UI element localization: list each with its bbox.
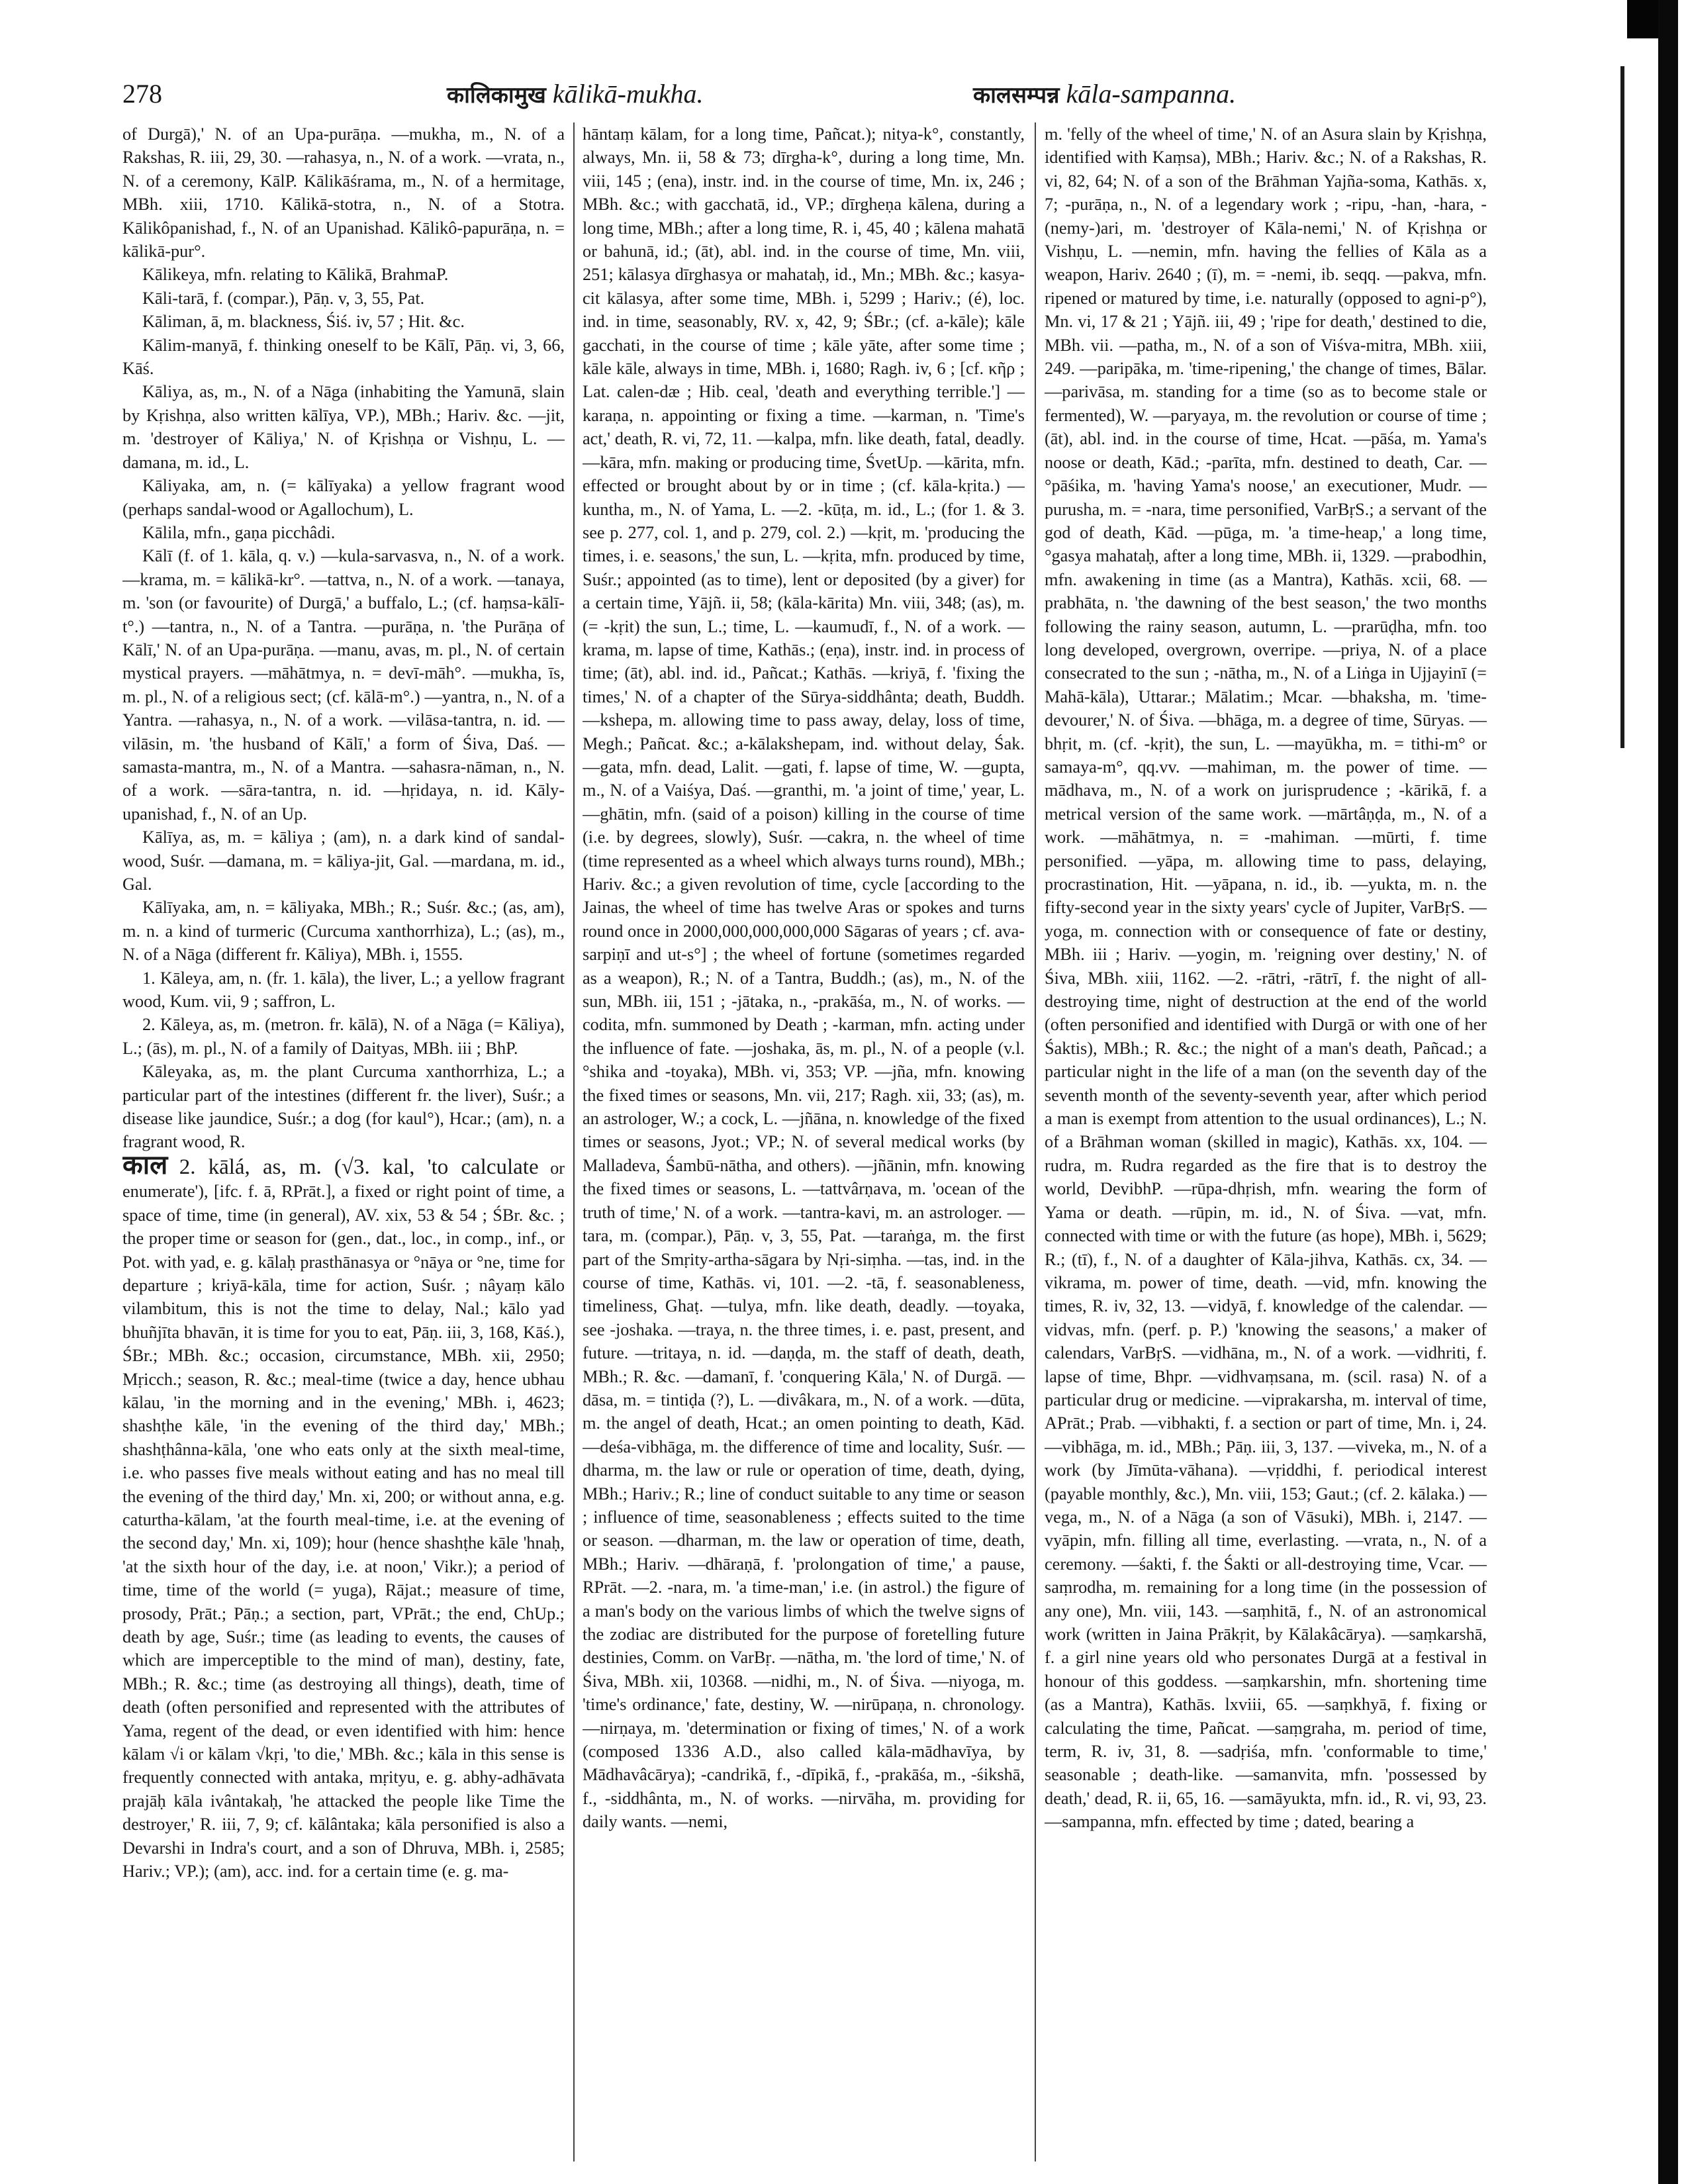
scan-edge-right (1658, 0, 1678, 2184)
dictionary-entry: Kālīyaka, am, n. = kāliyaka, MBh.; R.; Suśr. &c.; (as, am), m. n. a kind of turmeric (Curcuma xanthorrhiza), L.; (as), m., N. of a Nāga (different fr. Kāliya), MBh. i, 1555. (122, 898, 565, 965)
dictionary-entry: 1. Kāleya, am, n. (fr. 1. kāla), the liver, L.; a yellow fragrant wood, Kum. vii, 9 ; saffron, L. (122, 968, 565, 1012)
column-rule (573, 122, 575, 2161)
page-number: 278 (122, 79, 162, 109)
right-headword-devanagari: कालसम्पन्न (973, 82, 1060, 109)
left-headword-devanagari: कालिकामुख (447, 82, 546, 109)
entry-text: or enumerate'), [ifc. f. ā, RPrāt.], a fixed or right point of time, a space of time, time (in general), AV. xix, 53 & 54 ; ŚBr. &c. ; the proper time or season for (gen., dat., loc., in comp., inf., or Pot. with yad, e. g. kālaḥ prasthānasya or °nāya or °ne, time for departure ; kriyā-kāla, time for action, Suśr. ; nâyaṃ kālo vilambitum, this is not the time to delay, Nal.; kālo yad bhuñjīta bhavān, it is time for you to eat, Pāṇ. iii, 3, 168, Kāś.), ŚBr.; MBh. &c.; occasion, circumstance, MBh. xii, 2950; Mṛicch.; season, R. &c.; meal-time (twice a day, hence ubhau kālau, 'in the morning and in the evening,' MBh. i, 4623; shashṭhe kāle, 'in the evening of the third day,' MBh.; shashṭhânna-kāla, 'one who eats only at the sixth meal-time, i.e. who passes five meals without eating and has no meal till the evening of the third day,' Mn. xi, 200; or without anna, e.g. caturtha-kālam, 'at the fourth meal-time, i.e. at the evening of the second day,' Mn. xi, 109); hour (hence shashṭhe kāle 'hnaḥ, 'at the sixth hour of the day, i.e. at noon,' Vikr.); a period of time, time of the world (= yuga), Rājat.; measure of time, prosody, Prāt.; Pāṇ.; a section, part, VPrāt.; the end, ChUp.; death by age, Suśr.; time (as leading to events, the causes of which are imperceptible to the mind of man), destiny, fate, MBh.; R. &c.; time (as destroying all things), death, time of death (often personified and represented with the attributes of Yama, regent of the dead, or even identified with him: hence kālam √i or kālam √kṛi, 'to die,' MBh. &c.; kāla in this sense is frequently connected with antaka, mṛityu, e. g. abhy-adhāvata prajāḥ kāla ivântakaḥ, 'he attacked the people like Time the destroyer,' R. iii, 7, 9; cf. kālântaka; kāla personified is also a Devarshi in Indra's court, and a son of Dhruva, MBh. i, 2585; Hariv.; VP.); (am), acc. ind. for a certain time (e. g. ma- (122, 1158, 565, 1881)
entry-devanagari: काल (122, 1149, 168, 1180)
entry-continuation: of Durgā),' N. of an Upa-purāṇa. —mukha, m., N. of a Rakshas, R. iii, 29, 30. —rahasya, n., N. of a work. —vrata, n., N. of a ceremony, KālP. Kālikāśrama, m., N. of a hermitage, MBh. xiii, 1710. Kālikā-stotra, n., N. of a Stotra. Kālikôpanishad, f., N. of an Upanishad. Kālikô-papurāṇa, n. = kālikā-pur°. (122, 124, 565, 261)
entry-continuation: m. 'felly of the wheel of time,' N. of an Asura slain by Kṛishṇa, identified with Kaṃsa), MBh.; Hariv. &c.; N. of a Rakshas, R. vi, 82, 64; N. of a son of the Brāhman Yajña-soma, Kathās. x, 7; -purāṇa, n., N. of a legendary work ; -ripu, -han, -hara, -(nemy-)ari, m. 'destroyer of Kāla-nemi,' N. of Kṛishṇa or Vishṇu, L. —nemin, mfn. having the fellies of Kāla as a weapon, Hariv. 2640 ; (ī), m. = -nemi, ib. seqq. —pakva, mfn. ripened or matured by time, i.e. naturally (opposed to agni-p°), Mn. vi, 17 & 21 ; Yājñ. iii, 49 ; 'ripe for death,' destined to die, MBh. vii. —patha, m., N. of a son of Viśva-mitra, MBh. xiii, 249. —paripāka, m. 'time-ripening,' the change of times, Bālar. —parivāsa, m. standing for a time (so as to become stale or fermented), W. —paryaya, m. the revolution or course of time ; (āt), abl. ind. in the course of time, Hcat. —pāśa, m. Yama's noose or death, Kād.; -parīta, mfn. destined to death, Car. —°pāśika, m. 'having Yama's noose,' an executioner, Mudr. —purusha, m. = -nara, time personified, VarBṛS.; a servant of the god of death, Kād. —pūga, m. 'a time-heap,' a long time, °gasya mahataḥ, after a long time, MBh. ii, 1329. —prabodhin, mfn. awakening in time (as a Mantra), Kathās. xcii, 68. —prabhāta, n. 'the dawning of the best season,' the two months following the rainy season, autumn, L. —prarūḍha, mfn. too long developed, overgrown, overripe. —priya, N. of a place consecrated to the sun ; -nātha, m., N. of a Liṅga in Ujjayinī (= Mahā-kāla), Uttarar.; Mālatim.; Mcar. —bhaksha, m. 'time-devourer,' N. of Śiva. —bhāga, m. a degree of time, Sūryas. —bhṛit, m. (cf. -kṛit), the sun, L. —mayūkha, m. = tithi-m° or samaya-m°, qq.vv. —mahiman, m. the power of time. —mādhava, m., N. of a work on jurisprudence ; -kārikā, f. a metrical version of the same work. —mārtâṇḍa, m., N. of a work. —māhātmya, n. = -mahiman. —mūrti, f. time personified. —yāpa, m. allowing time to pass, delaying, procrastination, Hit. —yāpana, n. id., ib. —yukta, m. n. the fifty-second year in the sixty years' cycle of Jupiter, VarBṛS. —yoga, m. connection with or consequence of fate or destiny, MBh. iii ; Hariv. —yogin, m. 'reigning over destiny,' N. of Śiva, MBh. xiii, 1162. —2. -rātri, -rātrī, f. the night of all-destroying time, night of destruction at the end of the world (often personified and identified with Durgā or with one of her Śaktis), MBh.; R. &c.; the night of a man's death, Pañcad.; a particular night in the life of a man (on the seventh day of the seventh month of the seventy-seventh year, after which period a man is exempt from attention to the usual ordinances), L.; N. of a Brāhman woman (skilled in magic), Kathās. xx, 104. —rudra, m. Rudra regarded as the fire that is to destroy the world, DevibhP. —rūpa-dhṛish, mfn. wearing the form of Yama or death. —rūpin, m. id., N. of Śiva. —vat, mfn. connected with time or with the future (as hope), MBh. i, 5629; R.; (tī), f., N. of a daughter of Kāla-jihva, Kathās. cx, 34. —vikrama, m. power of time, death. —vid, mfn. knowing the times, R. iv, 32, 13. —vidyā, f. knowledge of the calendar. —vidvas, mfn. (perf. p. P.) 'knowing the seasons,' a maker of calendars, VarBṛS. —vidhāna, m., N. of a work. —vidhriti, f. lapse of time, Bhpr. —vidhvaṃsana, m. (scil. rasa) N. of a particular drug or medicine. —viprakarsha, m. interval of time, APrāt.; Prab. —vibhakti, f. a section or part of time, Mn. i, 24. —vibhāga, m. id., MBh.; Pāṇ. iii, 3, 137. —viveka, m., N. of a work (by Jīmūta-vāhana). —vṛiddhi, f. periodical interest (payable monthly, &c.), Mn. viii, 153; Gaut.; (cf. 2. kālaka.) —vega, m., N. of a Nāga (a son of Vāsuki), MBh. i, 2147. —vyāpin, mfn. filling all time, everlasting. —vrata, n., N. of a ceremony. —śakti, f. the Śakti or all-destroying time, Vcar. —saṃrodha, m. remaining for a long time (in the possession of any one), Mn. viii, 143. —saṃhitā, f., N. of an astronomical work (written in Jaina Prākṛit, by Kālakâcārya). —saṃkarshā, f. a girl nine years old who personates Durgā at a festival in honour of this goddess. —saṃkarshin, mfn. shortening time (as a Mantra), Kathās. lxviii, 65. —saṃkhyā, f. fixing or calculating the time, Pañcat. —saṃgraha, m. period of time, term, R. iv, 31, 8. —sadṛiśa, mfn. 'conformable to time,' seasonable ; death-like. —samanvita, mfn. 'possessed by death,' dead, R. ii, 65, 16. —samāyukta, mfn. id., R. vi, 93, 23. —sampanna, mfn. effected by time ; dated, bearing a (1045, 124, 1487, 1832)
left-headword: kālikā-mukha. (552, 79, 704, 109)
dictionary-entry: Kāliyaka, am, n. (= kālīyaka) a yellow fragrant wood (perhaps sandal-wood or Agallochum), L. (122, 476, 565, 519)
left-running-head (447, 78, 704, 109)
dictionary-entry: Kālim-manyā, f. thinking oneself to be Kālī, Pāṇ. vi, 3, 66, Kāś. (122, 335, 565, 379)
scan-edge-top (1627, 0, 1660, 38)
dictionary-entry: Kālīya, as, m. = kāliya ; (am), n. a dark kind of sandal-wood, Suśr. —damana, m. = kāliya-jit, Gal. —mardana, m. id., Gal. (122, 828, 565, 894)
entry-continuation: hāntaṃ kālam, for a long time, Pañcat.); nitya-k°, constantly, always, Mn. ii, 58 & 73; dīrgha-k°, during a long time, Mn. viii, 145 ; (ena), instr. ind. in the course of time, Mn. ix, 246 ; MBh. &c.; with gacchatā, id., VP.; dīrgheṇa kālena, during a long time, MBh.; after a long time, R. i, 45, 40 ; kālena mahatā or bahunā, id.; (āt), abl. ind. in the course of time, Mn. viii, 251; kālasya dīrghasya or mahataḥ, id., Mn.; MBh. &c.; kasya-cit kālasya, after some time, MBh. i, 5299 ; Hariv.; (é), loc. ind. in time, seasonably, RV. x, 42, 9; ŚBr.; (cf. a-kāle); kāle gacchati, in the course of time ; kāle yāte, after some time ; kāle kāle, always in time, MBh. i, 1680; Ragh. iv, 6 ; [cf. κῆρ ; Lat. calen-dæ ; Hib. ceal, 'death and everything terrible.'] —karaṇa, n. appointing or fixing a time. —karman, n. 'Time's act,' death, R. vi, 72, 11. —kalpa, mfn. like death, fatal, deadly. —kāra, mfn. making or producing time, ŚvetUp. —kārita, mfn. effected or brought about by or in time ; (cf. kāla-kṛita.) —kuntha, m., N. of Yama, L. —2. -kūṭa, m. id., L.; (for 1. & 3. see p. 277, col. 1, and p. 279, col. 2.) —kṛit, m. 'producing the times, i. e. seasons,' the sun, L. —kṛita, mfn. produced by time, Suśr.; appointed (as to time), lent or deposited (by a giver) for a certain time, Yājñ. ii, 58; (kāla-kārita) Mn. viii, 348; (as), m. (= -kṛit) the sun, L.; time, L. —kaumudī, f., N. of a work. —krama, m. lapse of time, Kathās.; (eṇa), instr. ind. in process of time; (āt), abl. ind. id., Pañcat.; Kathās. —kriyā, f. 'fixing the times,' N. of a chapter of the Sūrya-siddhânta; death, Buddh. —kshepa, m. allowing time to pass away, delay, loss of time, Megh.; Pañcat. &c.; a-kālakshepam, ind. without delay, Śak. —gata, mfn. dead, Lalit. —gati, f. lapse of time, W. —gupta, m., N. of a Vaiśya, Daś. —granthi, m. 'a joint of time,' year, L. —ghātin, mfn. (said of a poison) killing in the course of time (i.e. by degrees, slowly), Suśr. —cakra, n. the wheel of time (time represented as a wheel which always turns round), MBh.; Hariv. &c.; a given revolution of time, cycle [according to the Jainas, the wheel of time has twelve Aras or spokes and turns round once in 2000,000,000,000,000 Sāgaras of years ; cf. ava-sarpiṇī and ut-s°] ; the wheel of fortune (sometimes regarded as a weapon), R.; N. of a Tantra, Buddh.; (as), m., N. of the sun, MBh. iii, 151 ; -jātaka, n., -prakāśa, m., N. of works. —codita, mfn. summoned by Death ; -karman, mfn. acting under the influence of fate. —joshaka, ās, m. pl., N. of a people (v.l. °shika and -toyaka), MBh. vi, 353; VP. —jña, mfn. knowing the fixed times or seasons, Mn. vii, 217; Ragh. xii, 33; (as), m. an astrologer, W.; a cock, L. —jñāna, n. knowledge of the fixed times or seasons, Jyot.; VP.; N. of several medical works (by Malladeva, Śambū-nātha, and others). —jñānin, mfn. knowing the fixed times or seasons, L. —tattvârṇava, m. 'ocean of the truth of time,' N. of a work. —tantra-kavi, m. an astrologer. —tara, m. (compar.), Pāṇ. v, 3, 55, Pat. —taraṅga, m. the first part of the Smṛity-artha-sāgara by Nṛi-siṃha. —tas, ind. in the course of time, Kathās. vi, 101. —2. -tā, f. seasonableness, timeliness, Ghaṭ. —tulya, mfn. like death, deadly. —toyaka, see -joshaka. —traya, n. the three times, i. e. past, present, and future. —tritaya, n. id. —daṇḍa, m. the staff of death, death, MBh.; R. &c. —damanī, f. 'conquering Kāla,' N. of Durgā. —dāsa, m. = tintiḍa (?), L. —divâkara, m., N. of a work. —dūta, m. the angel of death, Hcat.; an omen pointing to death, Kād. —deśa-vibhāga, m. the difference of time and locality, Suśr. —dharma, m. the law or rule or operation of time, death, dying, MBh.; Hariv.; R.; line of conduct suitable to any time or season ; influence of time, seasonableness ; effects suited to the time or season. —dharman, m. the law or operation of time, death, MBh.; Hariv. —dhāraṇā, f. 'prolongation of time,' a pause, RPrāt. —2. -nara, m. 'a time-man,' i.e. (in astrol.) the figure of a man's body on the various limbs of which the twelve signs of the zodiac are distributed for the purpose of foretelling future destinies, Comm. on VarBṛ. —nātha, m. 'the lord of time,' N. of Śiva, MBh. xii, 10368. —nidhi, m., N. of Śiva. —niyoga, m. 'time's ordinance,' fate, destiny, W. —nirūpaṇa, n. chronology. —nirṇaya, m. 'determination or fixing of times,' N. of a work (composed 1336 A.D., also called kāla-mādhavīya, by Mādhavâcārya); -candrikā, f., -dīpikā, f., -prakāśa, m., -śikshā, f., -siddhânta, m., N. of works. —nirvāha, m. providing for daily wants. —nemi, (583, 124, 1025, 1832)
right-headword: kāla-sampanna. (1066, 79, 1237, 109)
dictionary-entry: Kālī (f. of 1. kāla, q. v.) —kula-sarvasva, n., N. of a work. —krama, m. = kālikā-kr°. —tattva, n., N. of a work. —tanaya, m. 'son (or favourite) of Durgā,' a buffalo, L.; (cf. haṃsa-kālī-t°.) —tantra, n., N. of a Tantra. —purāṇa, n. 'the Purāṇa of Kālī,' N. of an Upa-purāṇa. —manu, avas, m. pl., N. of certain mystical prayers. —māhātmya, n. = devī-māh°. —mukha, īs, m. pl., N. of a religious sect; (cf. kālā-m°.) —yantra, n., N. of a Yantra. —rahasya, n., N. of a work. —vilāsa-tantra, n. id. —vilāsin, m. 'the husband of Kālī,' a form of Śiva, Daś. —samasta-mantra, m., N. of a Mantra. —sahasra-nāman, n., N. of a work. —sāra-tantra, n. id. —hṛidaya, n. id. Kāly-upanishad, f., N. of an Up. (122, 546, 565, 824)
column-rule (1035, 122, 1036, 2161)
right-running-head (973, 78, 1236, 109)
dictionary-entry: Kāli-tarā, f. (compar.), Pāṇ. v, 3, 55, Pat. (142, 288, 425, 308)
page-header (122, 78, 1599, 118)
column-2 (583, 122, 1025, 2161)
dictionary-entry: Kāliman, ā, m. blackness, Śiś. iv, 57 ; Hit. &c. (142, 312, 465, 332)
dictionary-entry: Kāliya, as, m., N. of a Nāga (inhabiting the Yamunā, slain by Kṛishṇa, also written kālīya, VP.), MBh.; Hariv. &c. —jit, m. 'destroyer of Kāliya,' N. of Kṛishṇa or Vishṇu, L. —damana, m. id., L. (122, 382, 565, 472)
column-1 (122, 122, 565, 2161)
margin-rule (1620, 66, 1624, 748)
dictionary-entry: Kālila, mfn., gaṇa picchâdi. (142, 522, 336, 542)
dictionary-entry: 2. Kāleya, as, m. (metron. fr. kālā), N. of a Nāga (= Kāliya), L.; (ās), m. pl., N. of a family of Daityas, MBh. iii ; BhP. (122, 1015, 565, 1058)
entry-head: 2. kālá, as, m. (√3. kal, 'to calculate (179, 1155, 539, 1179)
dictionary-entry-main (122, 1149, 565, 1883)
dictionary-entry: Kālikeya, mfn. relating to Kālikā, BrahmaP. (142, 265, 449, 285)
dictionary-entry: Kāleyaka, as, m. the plant Curcuma xanthorrhiza, L.; a particular part of the intestines (different fr. the liver), Suśr.; a disease like jaundice, Suśr.; a dog (for kaul°), Hcar.; (am), n. a fragrant wood, R. (122, 1062, 565, 1152)
column-3 (1045, 122, 1487, 2161)
